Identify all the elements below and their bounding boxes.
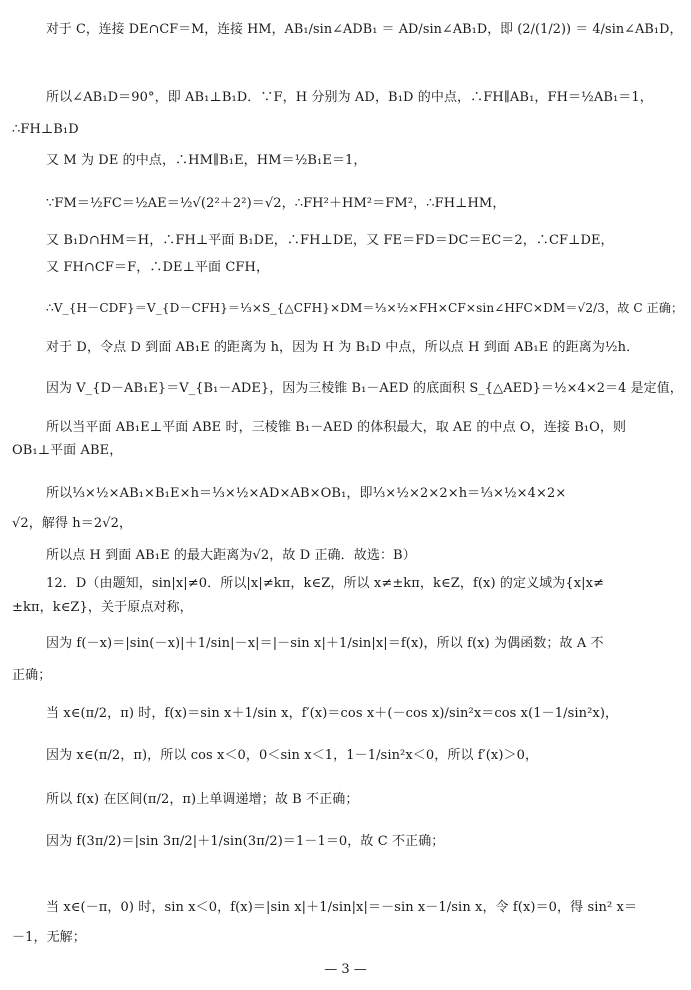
text-line: 所以当平面 AB₁E⊥平面 ABE 时，三棱锥 B₁－AED 的体积最大，取 AE 的中点 O，连接 B₁O，则 bbox=[46, 420, 627, 435]
text-line: －1，无解； bbox=[12, 930, 86, 945]
text-line: 当 x∈(π/2，π) 时，f(x)＝sin x＋1/sin x，f′(x)＝cos x＋(－cos x)/sin²x＝cos x(1－1/sin²x)， bbox=[46, 706, 619, 721]
text-line: 又 M 为 DE 的中点，∴HM∥B₁E，HM＝½B₁E＝1， bbox=[46, 153, 367, 168]
text-line: 因为 x∈(π/2，π)，所以 cos x＜0，0＜sin x＜1，1－1/sin²x＜0，所以 f′(x)＞0， bbox=[46, 748, 539, 763]
text-line: 又 FH∩CF＝F，∴DE⊥平面 CFH， bbox=[46, 260, 270, 275]
text-line: 因为 V_{D－AB₁E}＝V_{B₁－ADE}，因为三棱锥 B₁－AED 的底面积 S_{△AED}＝½×4×2＝4 是定值， bbox=[46, 381, 683, 396]
text-line: 所以⅓×½×AB₁×B₁E×h＝⅓×½×AD×AB×OB₁，即⅓×½×2×2×h＝⅓×½×4×2× bbox=[46, 486, 567, 501]
text-line: ∴V_{H－CDF}＝V_{D－CFH}＝⅓×S_{△CFH}×DM＝⅓×½×FH×CF×sin∠HFC×DM＝√2/3，故 C 正确； bbox=[46, 301, 684, 315]
text-line: 所以∠AB₁D＝90°，即 AB₁⊥B₁D．∵F，H 分别为 AD，B₁D 的中点，∴FH∥AB₁，FH＝½AB₁＝1， bbox=[46, 90, 653, 105]
text-line: 对于 D，令点 D 到面 AB₁E 的距离为 h，因为 H 为 B₁D 中点，所以点 H 到面 AB₁E 的距离为½h． bbox=[46, 340, 640, 355]
text-line: 对于 C，连接 DE∩CF＝M，连接 HM，AB₁/sin∠ADB₁ ＝ AD/sin∠AB₁D，即 (2/(1/2)) ＝ 4/sin∠AB₁D， bbox=[46, 22, 683, 37]
text-line: 所以 f(x) 在区间(π/2，π)上单调递增；故 B 不正确； bbox=[46, 792, 359, 807]
text-line: ∴FH⊥B₁D bbox=[12, 122, 79, 137]
text-line: ∵FM＝½FC＝½AE＝½√(2²＋2²)＝√2，∴FH²＋HM²＝FM²，∴FH⊥HM， bbox=[46, 196, 506, 211]
text-line: 所以点 H 到面 AB₁E 的最大距离为√2，故 D 正确．故选：B） bbox=[46, 548, 416, 563]
page-number: — 3 — bbox=[324, 962, 367, 977]
text-line: 因为 f(3π/2)＝|sin 3π/2|＋1/sin(3π/2)＝1－1＝0，故 C 不正确； bbox=[46, 834, 445, 849]
text-line: 当 x∈(－π，0) 时，sin x＜0，f(x)＝|sin x|＋1/sin|x|＝－sin x－1/sin x，令 f(x)＝0，得 sin² x＝ bbox=[46, 900, 638, 915]
text-line: 12．D（由题知，sin|x|≠0．所以|x|≠kπ，k∈Z，所以 x≠±kπ，k∈Z，f(x) 的定义域为{x|x≠ bbox=[46, 576, 605, 591]
text-line: √2，解得 h＝2√2， bbox=[12, 516, 133, 531]
text-line: 又 B₁D∩HM＝H，∴FH⊥平面 B₁DE，∴FH⊥DE，又 FE＝FD＝DC＝EC＝2，∴CF⊥DE， bbox=[46, 233, 614, 248]
text-line: OB₁⊥平面 ABE， bbox=[12, 443, 123, 458]
text-line: 因为 f(－x)＝|sin(－x)|＋1/sin|－x|＝|－sin x|＋1/sin|x|＝f(x)，所以 f(x) 为偶函数；故 A 不 bbox=[46, 636, 604, 651]
text-line: ±kπ，k∈Z}，关于原点对称， bbox=[12, 600, 193, 615]
text-line: 正确； bbox=[12, 668, 52, 683]
